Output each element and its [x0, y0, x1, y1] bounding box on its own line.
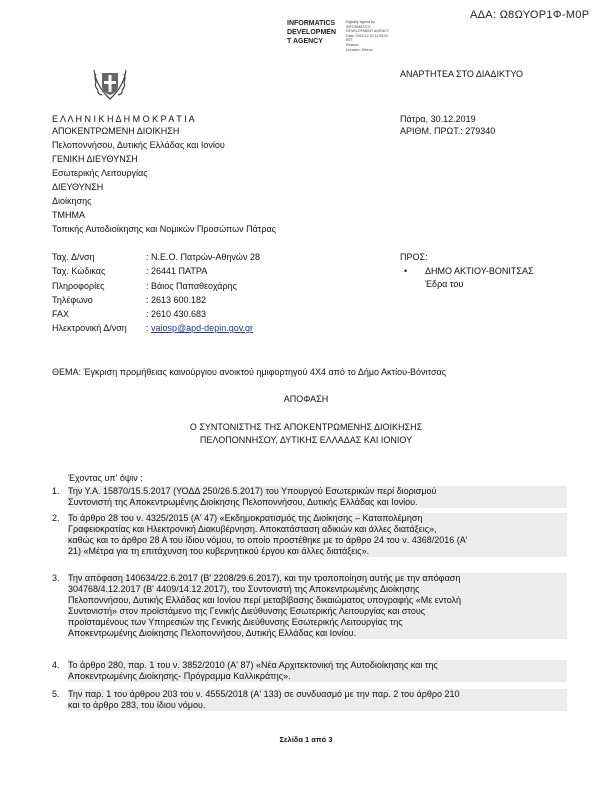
item-line: Αποκεντρωμένης Διοίκησης Πελοποννήσου, Δυτικής Ελλάδας και Ιονίου. — [68, 628, 567, 639]
recipient-label: ΠΡΟΣ: — [400, 252, 428, 262]
publish-notice: ΑΝΑΡΤΗΤΕΑ ΣΤΟ ΔΙΑΔΙΚΤΥΟ — [400, 69, 523, 79]
coat-of-arms-icon — [90, 64, 130, 104]
item-line: Την Υ.Α. 15870/15.5.2017 (ΥΟΔΔ 250/26.5.2017) του Υπουργού Εσωτερικών περί διορισμού — [68, 486, 567, 497]
item-line: Το άρθρο 280, παρ. 1 του ν. 3852/2010 (Α' 87) «Νέα Αρχιτεκτονική της Αυτοδιοίκησης και της — [68, 660, 567, 671]
recipient-seat: Έδρα του — [425, 279, 464, 289]
contact-value-fax: : 2610 430.683 — [146, 309, 207, 319]
recipient-name: ΔΗΜΟ ΑΚΤΙΟΥ-ΒΟΝΙΤΣΑΣ — [425, 266, 534, 276]
contact-value-info: : Βάιος Παπαθεοχάρης — [146, 281, 237, 291]
header-line-republic: Ε Λ Λ Η Ν Ι Κ Η Δ Η Μ Ο Κ Ρ Α Τ Ι Α — [52, 114, 195, 124]
item-number: 5. — [52, 689, 60, 699]
header-line-administration: ΑΠΟΚΕΝΤΡΩΜΕΝΗ ΔΙΟΙΚΗΣΗ — [52, 126, 180, 136]
contact-value-address: : Ν.Ε.Ο. Πατρών-Αθηνών 28 — [146, 252, 260, 262]
place-date: Πάτρα, 30.12.2019 — [400, 114, 476, 124]
subject-line: ΘΕΜΑ: Έγκριση προμήθειας καινούργιου ανοικτού ημιφορτηγού 4Χ4 από το Δήμο Ακτίου-Βόνιτσας — [52, 367, 447, 377]
considering-intro: Έχοντας υπ' όψιν : — [68, 473, 143, 483]
coordinator-line-1: Ο ΣΥΝΤΟΝΙΣΤΗΣ ΤΗΣ ΑΠΟΚΕΝΤΡΩΜΕΝΗΣ ΔΙΟΙΚΗΣΗΣ — [189, 422, 423, 432]
header-line-section: ΤΜΗΜΑ — [52, 210, 85, 220]
email-prefix: : — [146, 323, 152, 333]
contact-label-address: Ταχ. Δ/νση — [52, 252, 95, 262]
ada-code: ΑΔΑ: Ω8ΩΥΟΡ1Φ-Μ0Ρ — [470, 9, 590, 21]
item-number: 2. — [52, 513, 60, 523]
decision-title: ΑΠΟΦΑΣΗ — [283, 394, 329, 404]
contact-value-postcode: : 26441 ΠΑΤΡΑ — [146, 266, 208, 276]
item-line: Το άρθρο 28 του ν. 4325/2015 (Α' 47) «Εκδημοκρατισμός της Διοίκησης – Καταπολέμηση — [68, 513, 567, 524]
item-line: προϊσταμένους των Υπηρεσιών της Γενικής Διεύθυνσης Εσωτερικής Λειτουργίας της — [68, 617, 567, 628]
header-line-region: Πελοποννήσου, Δυτικής Ελλάδας και Ιονίου — [52, 140, 225, 150]
item-number: 1. — [52, 486, 60, 496]
contact-label-info: Πληροφορίες — [52, 281, 105, 291]
header-line-general-directorate: ΓΕΝΙΚΗ ΔΙΕΥΘΥΝΣΗ — [52, 154, 138, 164]
contact-label-email: Ηλεκτρονική Δ/νση — [52, 323, 127, 333]
item-line: Συντονιστή της Αποκεντρωμένης Διοίκησης Πελοποννήσου, Δυτικής Ελλάδας και Ιονίου. — [68, 497, 567, 508]
item-line: καθώς και το άρθρο 28 Α του ίδιου νόμου, το οποίο προστέθηκε με το άρθρο 24 του ν. 4368/2016 (Α' — [68, 535, 567, 546]
list-item — [68, 689, 567, 711]
item-line: 21) «Μέτρα για τη επιτάχυνση του κυβερνητικού έργου και άλλες διατάξεις». — [68, 546, 567, 557]
contact-value-email — [146, 322, 253, 334]
bullet-icon: • — [404, 266, 408, 276]
header-line-directorate: ΔΙΕΥΘΥΝΣΗ — [52, 182, 104, 192]
stamp-details: Digitally signed by INFORMATICS DEVELOPMENT AGENCY Date: 2019.12.30 11:55:02 EET Reason: Location: Athens — [346, 20, 390, 52]
stamp-main-text: INFORMATICS DEVELOPMEN T AGENCY — [287, 20, 337, 45]
list-item — [68, 513, 567, 557]
list-item — [68, 660, 567, 682]
header-line-internal-operation: Εσωτερικής Λειτουργίας — [52, 168, 148, 178]
item-number: 3. — [52, 573, 60, 583]
protocol-number: ΑΡΙΘΜ. ΠΡΩΤ.: 279340 — [400, 126, 496, 136]
item-number: 4. — [52, 660, 60, 670]
page-footer: Σελίδα 1 από 3 — [279, 735, 333, 744]
item-line: Συντονιστή» στον προϊστάμενο της Γενικής Διεύθυνσης Εσωτερικής Λειτουργίας και στους — [68, 606, 567, 617]
email-link[interactable]: vaiosp@apd-depin.gov.gr — [151, 323, 254, 333]
header-line-administration-dept: Διοίκησης — [52, 196, 92, 206]
item-line: Την παρ. 1 του άρθρου 203 του ν. 4555/2018 (Α' 133) σε συνδυασμό με την παρ. 2 του άρθρο 210 — [68, 689, 567, 700]
item-line: Την απόφαση 140634/22.6.2017 (Β' 2208/29.6.2017), και την τροποποίηση αυτής με την απόφαση — [68, 573, 567, 584]
contact-label-postcode: Ταχ. Κώδικας — [52, 266, 106, 276]
item-line: Αποκεντρωμένης Διοίκησης- Πρόγραμμα Καλλικράτης». — [68, 671, 567, 682]
item-line: Πελοποννήσου, Δυτικής Ελλάδας και Ιονίου περί μεταβίβασης δικαιώματος υπογραφής «Με εντολή — [68, 595, 567, 606]
contact-label-phone: Τηλέφωνο — [52, 295, 93, 305]
contact-label-fax: FAX — [52, 309, 70, 319]
item-line: Γραφειοκρατίας και Ηλεκτρονική Διακυβέρνηση. Αποκατάσταση αδικιών και άλλες διατάξεις», — [68, 524, 567, 535]
contact-value-phone: : 2613 600.182 — [146, 295, 207, 305]
coordinator-line-2: ΠΕΛΟΠΟΝΝΗΣΟΥ, ΔΥΤΙΚΗΣ ΕΛΛΑΔΑΣ ΚΑΙ ΙΟΝΙΟΥ — [199, 435, 413, 445]
item-line: και το άρθρο 283, του ίδιου νόμου. — [68, 700, 567, 711]
header-line-section-name: Τοπικής Αυτοδιοίκησης και Νομικών Προσώπων Πάτρας — [52, 224, 277, 234]
list-item — [68, 573, 567, 639]
item-line: 304768/4.12.2017 (Β' 4409/14.12.2017), του Συντονιστή της Αποκεντρωμένης Διοίκησης — [68, 584, 567, 595]
list-item — [68, 486, 567, 508]
